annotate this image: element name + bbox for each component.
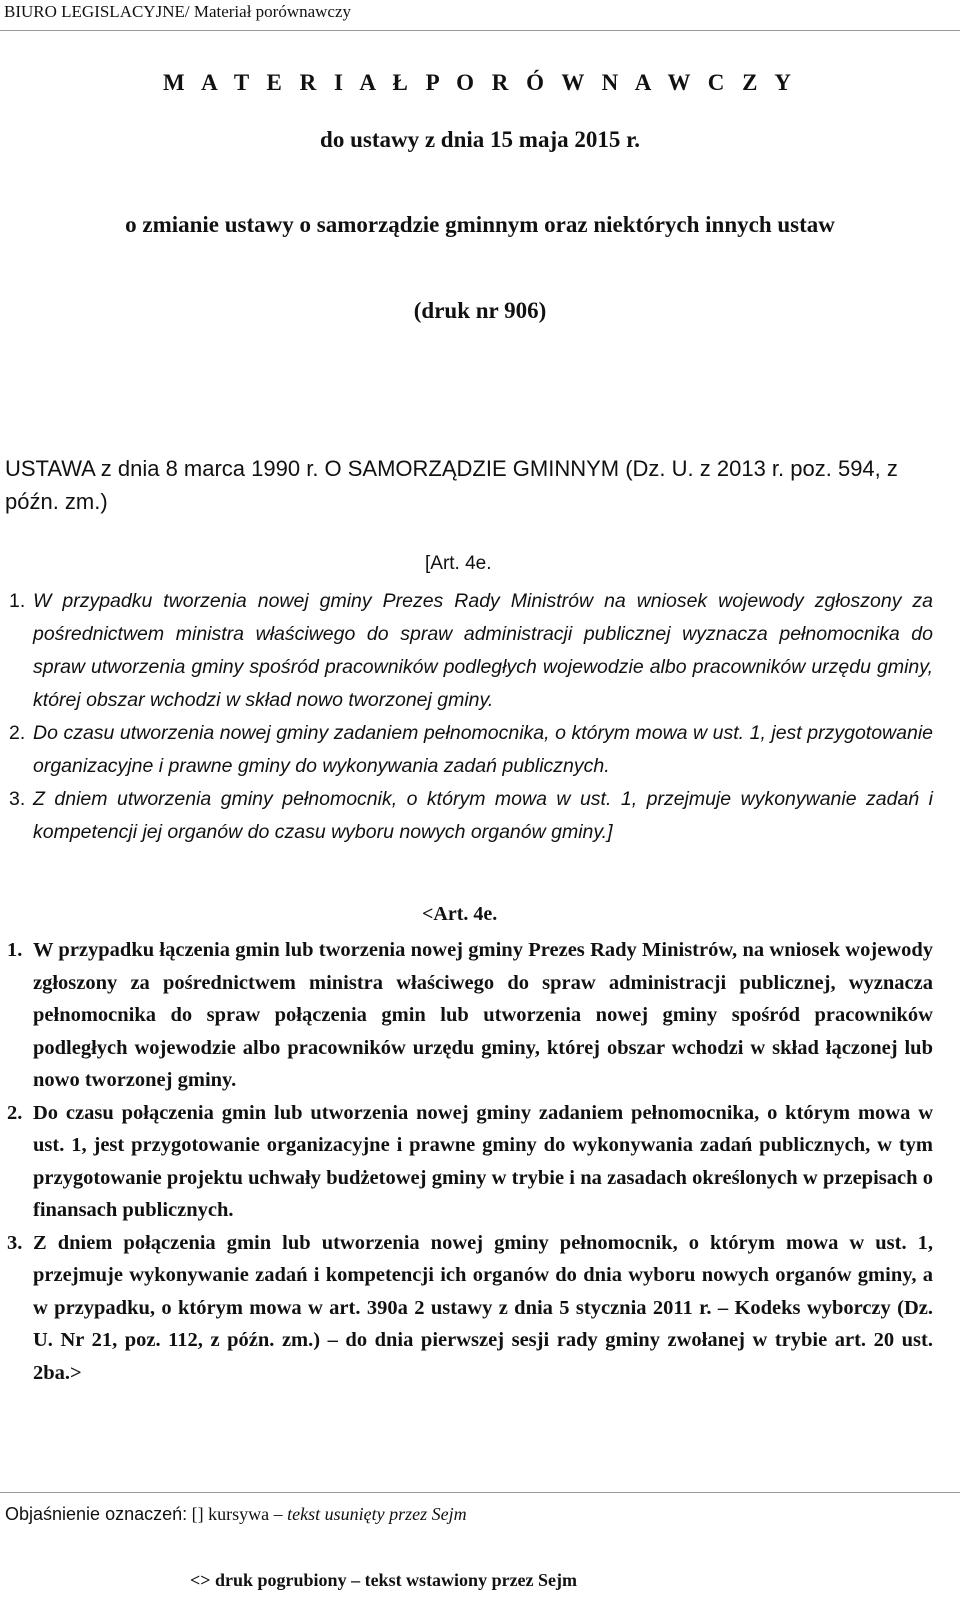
paragraph-text: Do czasu utworzenia nowej gminy zadaniem pełnomocnika, o którym mowa w ust. 1, jest przygotowanie organizacyjne i prawne gminy do wykonywania zadań publicznych. [33, 722, 933, 777]
paragraph-text: Z dniem utworzenia gminy pełnomocnik, o którym mowa w ust. 1, przejmuje wykonywanie zadań i kompetencji jej organów do czasu wyboru nowych organów gminy.] [33, 788, 933, 843]
paragraph-text: Z dniem połączenia gmin lub utworzenia nowej gminy pełnomocnik, o którym mowa w ust. 1, przejmuje wykonywanie zadań i kompetencji ich organów do dnia wyboru nowych organów gminy, a w przypadku, o którym mowa w art. 390a 2 ustawy z dnia 5 stycznia 2011 r. – Kodeks wyborczy (Dz. U. Nr 21, poz. 112, z późn. zm.) – do dnia pierwszej sesji rady gminy zwołanej w trybie art. 20 ust. 2ba.> [33, 1231, 933, 1384]
old-paragraph-2 [9, 717, 933, 783]
law-reference: USTAWA z dnia 8 marca 1990 r. O SAMORZĄDZIE GMINNYM (Dz. U. z 2013 r. poz. 594, z późn. zm.) [5, 456, 898, 514]
legend-added: <> druk pogrubiony – tekst wstawiony przez Sejm [190, 1570, 578, 1590]
old-paragraph-3 [9, 783, 933, 849]
legend-deleted-marker: [] kursywa [191, 1504, 270, 1524]
new-article-body [7, 934, 933, 1389]
paragraph-number: 1. [7, 939, 23, 961]
document-subtitle: do ustawy z dnia 15 maja 2015 r. [320, 127, 640, 152]
paragraph-number: 1. [9, 590, 26, 612]
druk-number: (druk nr 906) [413, 298, 547, 323]
legend-dash: – [273, 1504, 283, 1524]
legend-deleted-desc: tekst usunięty przez Sejm [287, 1504, 467, 1524]
document-header [0, 0, 960, 31]
document-title: M A T E R I A Ł P O R Ó W N A W C Z Y [162, 70, 797, 95]
paragraph-number: 3. [7, 1231, 23, 1254]
document-subject: o zmianie ustawy o samorządzie gminnym oraz niektórych innych ustaw [125, 212, 835, 237]
paragraph-number: 3. [9, 788, 26, 810]
old-article-title: [Art. 4e. [425, 553, 492, 574]
paragraph-number: 2. [7, 1101, 23, 1124]
old-article-body [9, 585, 933, 849]
new-paragraph-2 [7, 1097, 933, 1227]
header-label: BIURO LEGISLACYJNE/ Materiał porównawczy [4, 2, 352, 21]
new-article-title: <Art. 4e. [422, 903, 498, 925]
paragraph-number: 2. [9, 722, 26, 744]
old-paragraph-1 [9, 585, 933, 717]
footer-divider [0, 1492, 960, 1493]
legend-deleted [5, 1504, 467, 1525]
new-paragraph-1 [7, 934, 933, 1097]
new-paragraph-3 [7, 1227, 933, 1390]
paragraph-text: Do czasu połączenia gmin lub utworzenia nowej gminy zadaniem pełnomocnika, o którym mowa w ust. 1, jest przygotowanie organizacyjne i prawne gminy do wykonywania zadań publicznych, w tym przygotowanie projektu uchwały budżetowej gminy w trybie i na zasadach określonych w przepisach o finansach publicznych. [33, 1101, 933, 1221]
paragraph-text: W przypadku łączenia gmin lub tworzenia nowej gminy Prezes Rady Ministrów, na wniosek wojewody zgłoszony za pośrednictwem ministra właściwego do spraw administracji publicznej, wyznacza pełnomocnika do spraw połączenia gmin lub utworzenia nowej gminy spośród pracowników podległych wojewodzie albo pracowników urzędu gminy, której obszar wchodzi w skład łączonej lub nowo tworzonej gminy. [33, 939, 933, 1091]
paragraph-text: W przypadku tworzenia nowej gminy Prezes Rady Ministrów na wniosek wojewody zgłoszony za pośrednictwem ministra właściwego do spraw administracji publicznej wyznacza pełnomocnika do spraw utworzenia gminy spośród pracowników podległych wojewodzie albo pracowników urzędu gminy, której obszar wchodzi w skład nowo tworzonej gminy. [33, 590, 933, 711]
legend-label: Objaśnienie oznaczeń: [5, 1504, 188, 1524]
